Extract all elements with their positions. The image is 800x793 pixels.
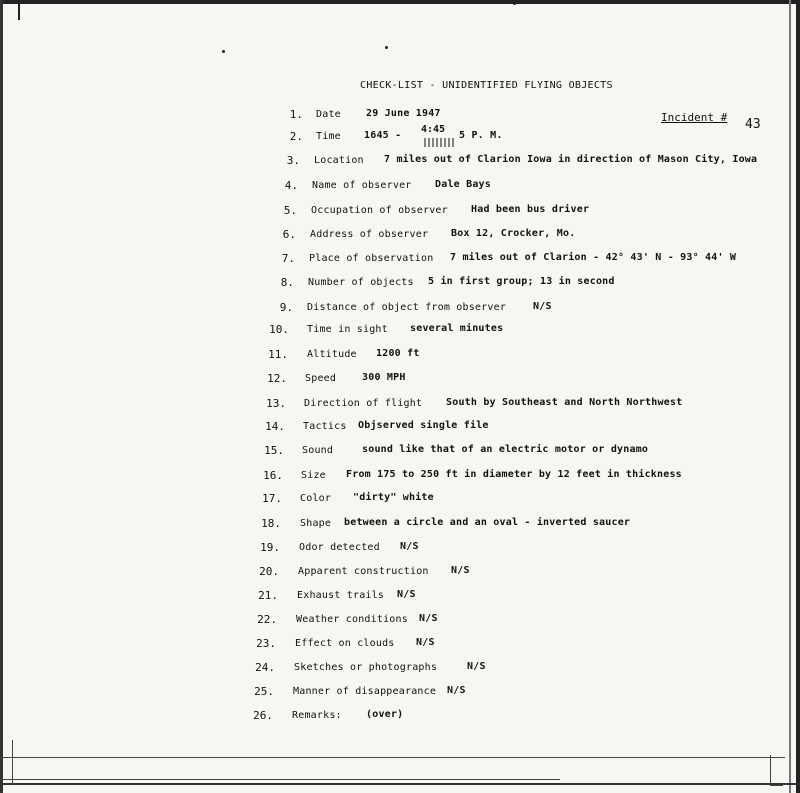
incident-number: 43 (745, 117, 761, 132)
item-value: N/S (419, 613, 438, 624)
item-label: Color (300, 493, 332, 504)
item-number: 26. (253, 709, 273, 722)
item-value: 300 MPH (362, 372, 406, 383)
item-value: N/S (416, 637, 435, 648)
item-value: N/S (397, 589, 416, 600)
item-number: 22. (257, 613, 277, 626)
item-number: 23. (256, 637, 276, 650)
scan-border-left (0, 0, 3, 793)
item-label: Manner of disappearance (293, 686, 437, 697)
scan-border-right (796, 0, 800, 793)
item-label: Address of observer (310, 229, 429, 240)
item-number: 19. (260, 541, 280, 554)
item-number: 12. (267, 372, 287, 385)
item-label: Distance of object from observer (307, 302, 507, 313)
item-value: 29 June 1947 (366, 108, 441, 119)
item-number: 14. (265, 420, 285, 433)
item-label: Effect on clouds (295, 638, 395, 649)
item-value: Objserved single file (358, 420, 489, 431)
struck-out-text (424, 138, 456, 147)
item-number: 20. (259, 565, 279, 578)
item-number: 2. (289, 130, 303, 143)
item-value: "dirty" white (353, 492, 434, 503)
item-label: Sound (302, 445, 334, 456)
bottom-tick (12, 740, 13, 785)
item-number: 6. (282, 228, 296, 241)
item-label: Date (316, 109, 341, 120)
item-label: Occupation of observer (311, 205, 448, 216)
item-label: Size (301, 470, 326, 481)
item-number: 21. (258, 589, 278, 602)
scan-edge-line (789, 0, 791, 793)
item-number: 24. (255, 661, 275, 674)
item-value: From 175 to 250 ft in diameter by 12 feet in thickness (346, 469, 682, 480)
item-value: 7 miles out of Clarion Iowa in direction of Mason City, Iowa (384, 154, 758, 165)
bottom-rule (0, 757, 785, 758)
item-label: Remarks: (292, 710, 342, 721)
item-number: 17. (262, 492, 282, 505)
item-number: 15. (264, 444, 284, 457)
item-value: 7 miles out of Clarion - 42° 43' N - 93° 44' W (450, 252, 737, 263)
item-label: Sketches or photographs (294, 662, 438, 673)
item-number: 11. (268, 348, 288, 361)
item-label: Tactics (303, 421, 347, 432)
scan-border-top (0, 0, 800, 4)
item-number: 8. (280, 276, 294, 289)
item-number: 5. (283, 204, 297, 217)
item-label: Odor detected (299, 542, 380, 553)
item-number: 25. (254, 685, 274, 698)
item-number: 16. (263, 469, 283, 482)
item-value: (over) (366, 709, 404, 720)
item-value: N/S (447, 685, 466, 696)
item-label: Time in sight (307, 324, 388, 335)
item-label: Place of observation (309, 253, 434, 264)
document-title: CHECK-LIST - UNIDENTIFIED FLYING OBJECTS (360, 80, 613, 91)
item-label: Apparent construction (298, 566, 429, 577)
item-value: N/S (451, 565, 470, 576)
item-label: Time (316, 131, 341, 142)
item-label: Name of observer (312, 180, 412, 191)
item-value: Had been bus driver (471, 204, 590, 215)
item-label: Shape (300, 518, 332, 529)
item-value: Box 12, Crocker, Mo. (451, 228, 576, 239)
item-label: Location (314, 155, 364, 166)
scan-speck (385, 46, 388, 49)
item-number: 9. (279, 301, 293, 314)
item-label: Weather conditions (296, 614, 408, 625)
scan-speck (222, 50, 225, 53)
item-number: 4. (284, 179, 298, 192)
item-number: 13. (266, 397, 286, 410)
item-label: Number of objects (308, 277, 414, 288)
corner-bracket (770, 755, 783, 786)
item-number: 1. (289, 108, 303, 121)
item-value: between a circle and an oval - inverted saucer (344, 517, 631, 528)
item-label: Altitude (307, 349, 357, 360)
item-number: 10. (269, 323, 289, 336)
incident-label: Incident # (661, 111, 728, 124)
item-value: sound like that of an electric motor or dynamo (362, 444, 649, 455)
item-value: South by Southeast and North Northwest (446, 397, 683, 408)
corner-mark (18, 2, 20, 20)
item-value: 1200 ft (376, 348, 420, 359)
bottom-rule (0, 779, 560, 780)
item-value: N/S (400, 541, 419, 552)
item-number: 7. (281, 252, 295, 265)
item-value: Dale Bays (435, 179, 491, 190)
item-number: 3. (286, 154, 300, 167)
item-value: 1645 - (364, 130, 402, 141)
item-value: 5 in first group; 13 in second (428, 276, 615, 287)
item-value: N/S (467, 661, 486, 672)
item-label: Direction of flight (304, 398, 423, 409)
item-value: several minutes (410, 323, 504, 334)
bottom-rule (0, 783, 800, 785)
time-correction: 4:45 (421, 124, 446, 135)
item-value: N/S (533, 301, 552, 312)
item-label: Speed (305, 373, 337, 384)
item-number: 18. (261, 517, 281, 530)
item-label: Exhaust trails (297, 590, 385, 601)
scan-speck (513, 2, 516, 5)
item-value-continued: 5 P. M. (459, 130, 503, 141)
